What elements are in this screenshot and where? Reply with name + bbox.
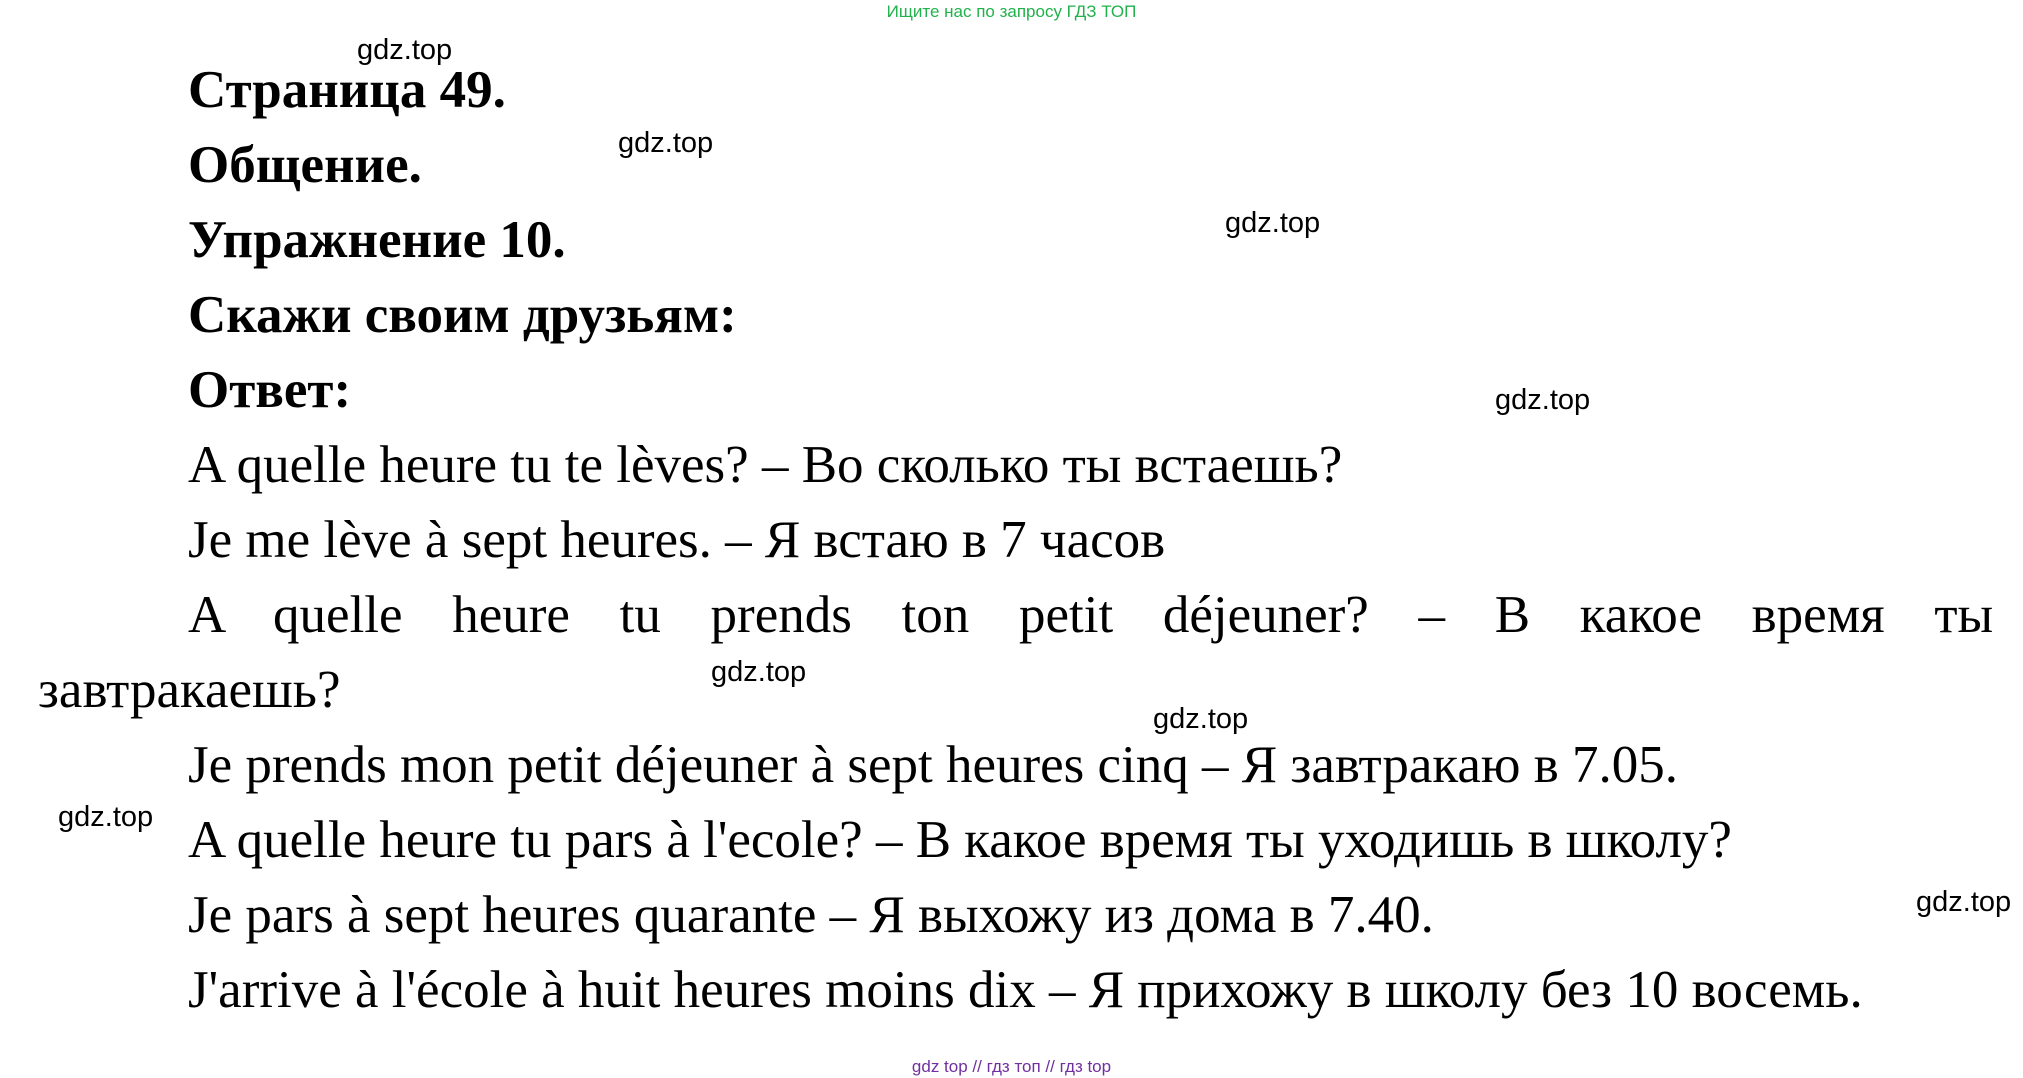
bottom-banner: gdz top // гдз топ // гдз top bbox=[911, 1057, 1112, 1076]
answer-word: quelle bbox=[273, 586, 403, 644]
watermark: gdz.top bbox=[1225, 207, 1321, 239]
answer-word: déjeuner? bbox=[1162, 586, 1369, 644]
answer-line-1: A quelle heure tu te lèves? – Во сколько ты встаешь? bbox=[188, 436, 1343, 494]
answer-word: prends bbox=[710, 586, 852, 644]
answer-word: В bbox=[1494, 586, 1531, 644]
answer-line-4: Je prends mon petit déjeuner à sept heures cinq – Я завтракаю в 7.05. bbox=[188, 736, 1678, 794]
answer-word: petit bbox=[1018, 586, 1114, 644]
watermark: gdz.top bbox=[1916, 886, 2012, 918]
section-heading: Общение. bbox=[188, 136, 422, 194]
answer-line-5: A quelle heure tu pars à l'ecole? – В какое время ты уходишь в школу? bbox=[188, 811, 1732, 869]
answer-line-3-continuation: завтракаешь? bbox=[38, 661, 341, 719]
answer-word: A bbox=[188, 586, 224, 644]
watermark: gdz.top bbox=[357, 34, 453, 66]
answer-line-6: Je pars à sept heures quarante – Я выхожу из дома в 7.40. bbox=[188, 886, 1434, 944]
watermark: gdz.top bbox=[711, 656, 807, 688]
answer-word: heure bbox=[452, 586, 570, 644]
answer-line-2: Je me lève à sept heures. – Я встаю в 7 часов bbox=[188, 511, 1166, 569]
top-banner: Ищите нас по запросу ГДЗ ТОП bbox=[886, 2, 1137, 21]
task-heading: Скажи своим друзьям: bbox=[188, 286, 737, 344]
exercise-heading: Упражнение 10. bbox=[188, 211, 566, 269]
answer-word: время bbox=[1751, 586, 1885, 644]
answer-word: ты bbox=[1934, 586, 1994, 644]
page-heading: Страница 49. bbox=[188, 61, 506, 119]
answer-word: ton bbox=[901, 586, 970, 644]
watermark: gdz.top bbox=[1153, 703, 1249, 735]
watermark: gdz.top bbox=[618, 127, 714, 159]
answer-heading: Ответ: bbox=[188, 361, 352, 419]
answer-word: – bbox=[1418, 586, 1446, 644]
answer-word: какое bbox=[1579, 586, 1702, 644]
watermark: gdz.top bbox=[1495, 384, 1591, 416]
answer-line-7: J'arrive à l'école à huit heures moins dix – Я прихожу в школу без 10 восемь. bbox=[188, 961, 1863, 1019]
answer-word: tu bbox=[619, 586, 661, 644]
answer-line-3 bbox=[188, 585, 1993, 645]
watermark: gdz.top bbox=[58, 801, 154, 833]
